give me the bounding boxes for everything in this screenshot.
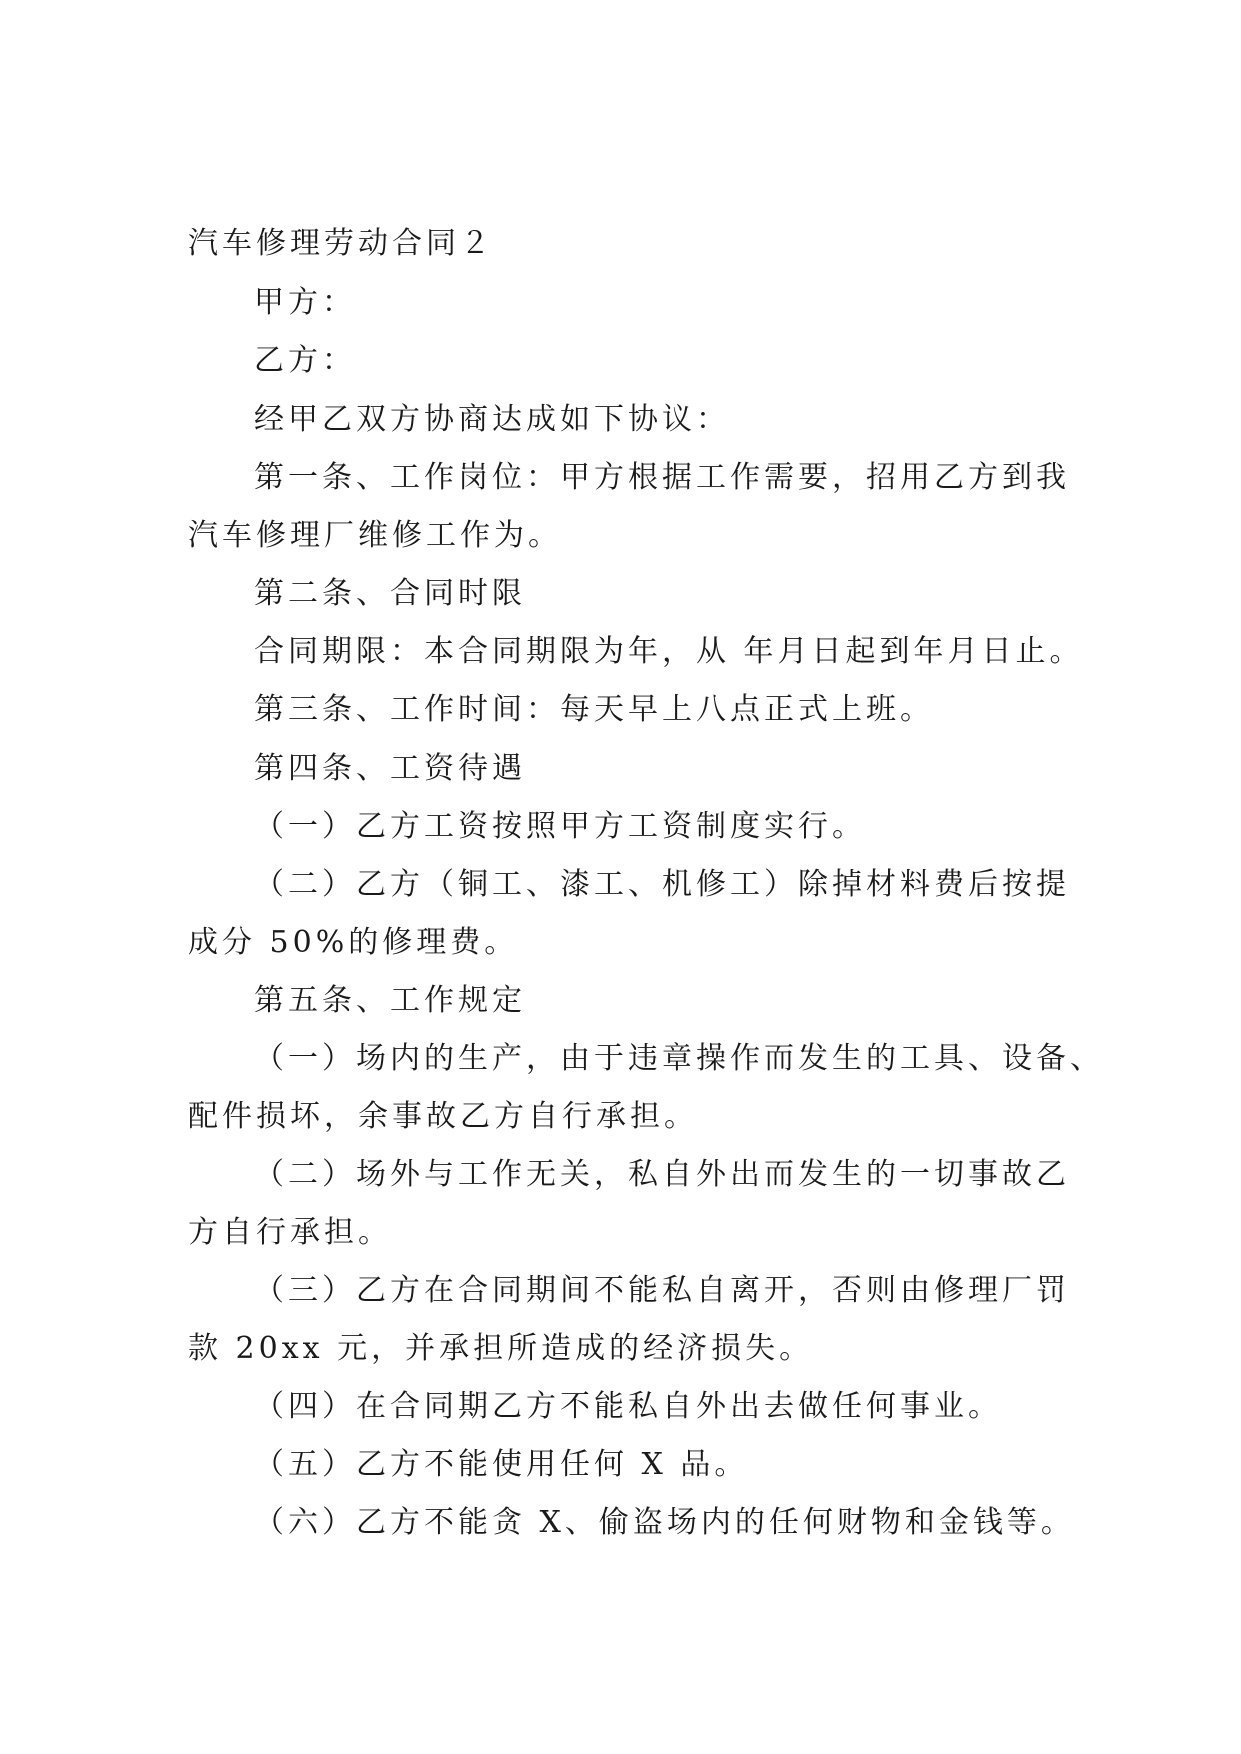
agreement-intro: 经甲乙双方协商达成如下协议： xyxy=(254,402,730,437)
article-2-heading: 第二条、合同时限 xyxy=(254,576,526,611)
article-3-line: 第三条、工作时间：每天早上八点正式上班。 xyxy=(254,692,934,727)
article-5-item-2-line-1: （二）场外与工作无关，私自外出而发生的一切事故乙 xyxy=(254,1157,1070,1192)
party-b-line: 乙方： xyxy=(254,343,356,378)
article-1-line-1: 第一条、工作岗位：甲方根据工作需要，招用乙方到我 xyxy=(254,460,1070,495)
article-4-item-2-line-2: 成分 50%的修理费。 xyxy=(188,925,519,960)
article-5-item-1-line-1: （一）场内的生产，由于违章操作而发生的工具、设备、 xyxy=(254,1041,1104,1076)
article-5-item-3-line-1: （三）乙方在合同期间不能私自离开，否则由修理厂罚 xyxy=(254,1273,1070,1308)
article-1-line-2: 汽车修理厂维修工作为。 xyxy=(188,518,562,553)
article-5-heading: 第五条、工作规定 xyxy=(254,983,526,1018)
article-5-item-3-line-2: 款 20xx 元，并承担所造成的经济损失。 xyxy=(188,1331,814,1366)
article-4-item-1: （一）乙方工资按照甲方工资制度实行。 xyxy=(254,809,866,844)
article-5-item-1-line-2: 配件损坏，余事故乙方自行承担。 xyxy=(188,1099,698,1134)
article-2-term: 合同期限：本合同期限为年，从 年月日起到年月日止。 xyxy=(254,634,1084,669)
article-5-item-4: （四）在合同期乙方不能私自外出去做任何事业。 xyxy=(254,1389,1002,1424)
article-5-item-6: （六）乙方不能贪 X、偷盗场内的任何财物和金钱等。 xyxy=(254,1505,1075,1540)
document-title: 汽车修理劳动合同２ xyxy=(188,226,494,261)
article-4-heading: 第四条、工资待遇 xyxy=(254,751,526,786)
party-a-line: 甲方： xyxy=(254,285,356,320)
article-5-item-5: （五）乙方不能使用任何 X 品。 xyxy=(254,1447,749,1482)
article-5-item-2-line-2: 方自行承担。 xyxy=(188,1215,392,1250)
article-4-item-2-line-1: （二）乙方（铜工、漆工、机修工）除掉材料费后按提 xyxy=(254,867,1070,902)
